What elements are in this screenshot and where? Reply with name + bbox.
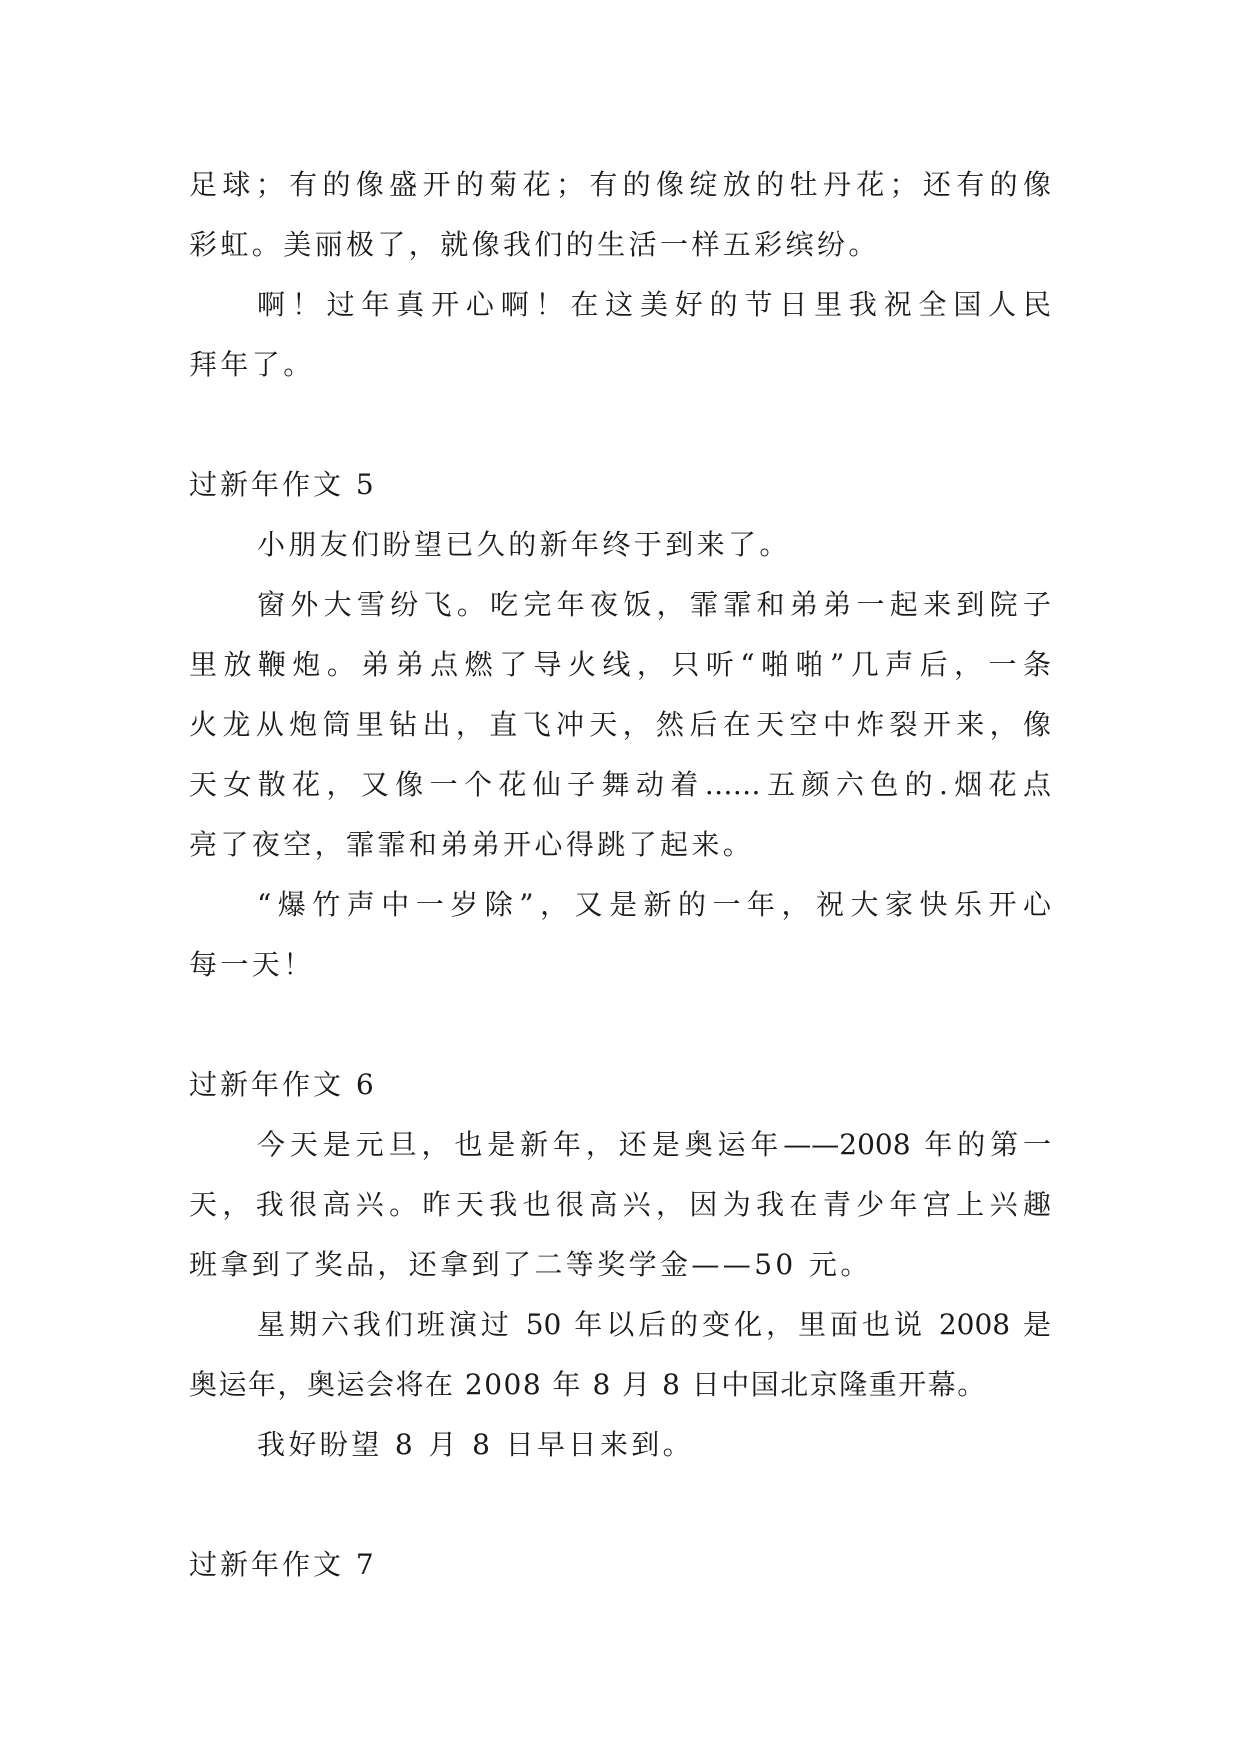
text-line: 里放鞭炮。弟弟点燃了导火线，只听“啪啪”几声后，一条 (189, 648, 1051, 681)
text-line: 我好盼望 8 月 8 日早日来到。 (257, 1428, 695, 1461)
text-line: 火龙从炮筒里钻出，直飞冲天，然后在天空中炸裂开来，像 (189, 708, 1051, 741)
text-line: 今天是元旦，也是新年，还是奥运年——2008 年的第一 (257, 1128, 1051, 1161)
text-line: 小朋友们盼望已久的新年终于到来了。 (257, 528, 791, 561)
text-line: 星期六我们班演过 50 年以后的变化，里面也说 2008 是 (257, 1308, 1051, 1341)
text-line: 奥运年，奥运会将在 2008 年 8 月 8 日中国北京隆重开幕。 (189, 1368, 987, 1401)
text-line: 亮了夜空，霏霏和弟弟开心得跳了起来。 (189, 828, 755, 861)
section-heading: 过新年作文 7 (189, 1548, 377, 1581)
section-heading: 过新年作文 5 (189, 468, 377, 501)
text-line: 窗外大雪纷飞。吃完年夜饭，霏霏和弟弟一起来到院子 (257, 588, 1051, 621)
section-heading: 过新年作文 6 (189, 1068, 377, 1101)
text-line: 彩虹。美丽极了，就像我们的生活一样五彩缤纷。 (189, 228, 880, 261)
text-line: 每一天！ (189, 948, 315, 981)
text-line: 班拿到了奖品，还拿到了二等奖学金——50 元。 (189, 1248, 872, 1281)
text-line: 天女散花，又像一个花仙子舞动着……五颜六色的.烟花点 (189, 768, 1051, 801)
text-line: 足球；有的像盛开的菊花；有的像绽放的牡丹花；还有的像 (189, 168, 1051, 201)
text-line: 啊！过年真开心啊！在这美好的节日里我祝全国人民 (257, 288, 1051, 321)
text-line: 天，我很高兴。昨天我也很高兴，因为我在青少年宫上兴趣 (189, 1188, 1051, 1221)
text-line: “爆竹声中一岁除”，又是新的一年，祝大家快乐开心 (257, 888, 1051, 921)
text-line: 拜年了。 (189, 348, 315, 381)
